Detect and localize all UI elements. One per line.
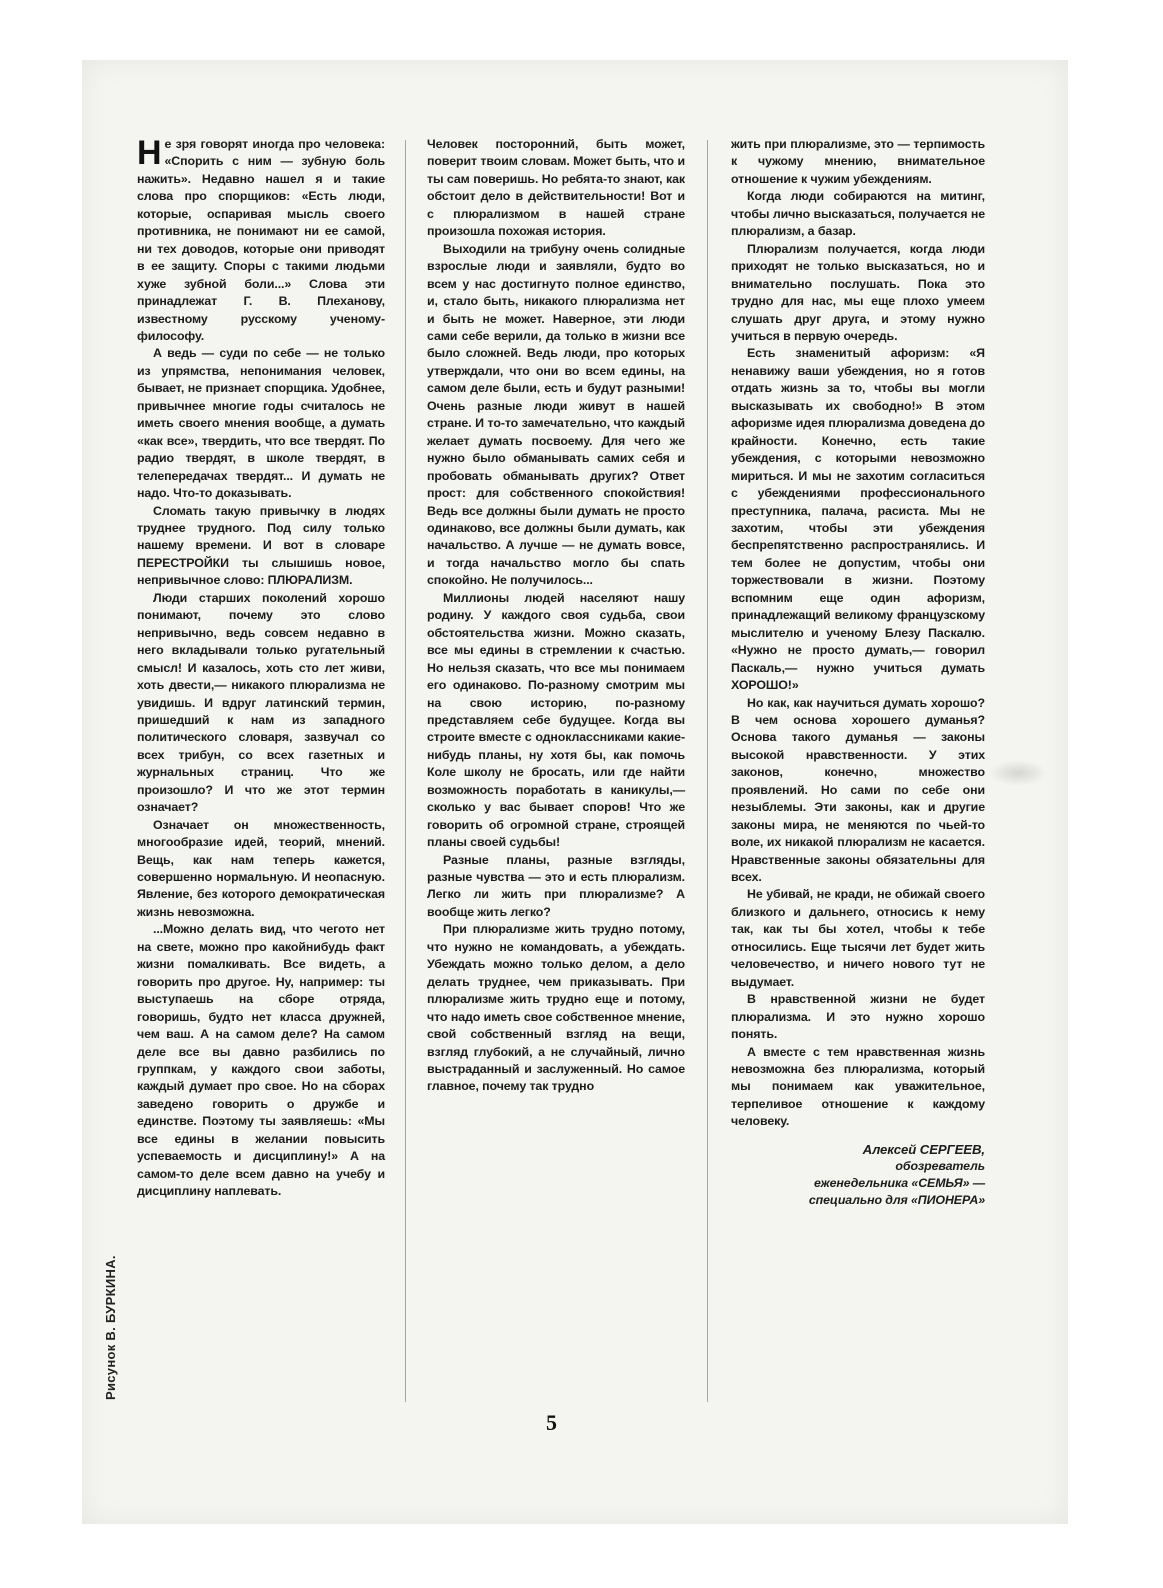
author-publication: еженедельника «СЕМЬЯ» — <box>813 1175 985 1190</box>
paper-crease <box>988 760 1048 786</box>
column-rule-left <box>405 140 406 1402</box>
paragraph: Разные планы, разные взгляды, разные чувства — это и есть плюрализм. Легко ли жить при плюрализме? А вообще жить легко? <box>427 852 685 919</box>
paragraph: Не убивай, не кради, не обижай своего близкого и дальнего, относись к нему так, как ты бы хотел, чтобы к тебе относились. Еще тысячи лет будет жить человечество, и ничего нового тут не выдумает. <box>731 887 985 989</box>
paragraph: Человек посторонний, быть может, поверит твоим словам. Может быть, что и ты сам поверишь. Но ребята-то знают, как обстоит дело в действительности! Вот и с плюрализмом в нашей стране произошла похожая история. <box>427 137 685 239</box>
drop-cap: Н <box>137 134 162 172</box>
illustration-credit: Рисунок В. БУРКИНА. <box>103 1255 118 1400</box>
paragraph: Но как, как научиться думать хорошо? В чем основа хорошего думанья? Основа такого думанья — законы высокой нравственности. У этих законов, конечно, множество проявлений. Но сами по себе они незыблемы. Эти законы, как и другие законы мира, не меняются по чьей-то воле, их никакой плюрализм не касается. Нравственные законы обязательны для всех. <box>731 695 985 885</box>
paragraph: Выходили на трибуну очень солидные взрослые люди и заявляли, будто во всем у нас достигнуто полное единство, и, стало быть, никакого плюрализма нет и быть не может. Наверное, эти люди сами себе верили, да только в жизни все было сложней. Ведь люди, про которых утверждали, что они во всем едины, на самом деле были, есть и будут разными! Очень разные люди живут в нашей стране. И то-то замечательно, что каждый желает думать посвоему. Для чего же нужно было обманывать самих себя и пробовать обманывать других? Ответ прост: для собственного спокойствия! Ведь все должны были думать не просто одинаково, все должны были думать, как начальство. А лучше — не думать вовсе, и тогда начальство могло бы спать спокойно. Не получилось... <box>427 241 685 588</box>
article-column-1 <box>137 136 385 1201</box>
author-note: специально для «ПИОНЕРА» <box>808 1192 985 1207</box>
paragraph: Плюрализм получается, когда люди приходят не только высказаться, но и внимательно послушать. Пока это трудно для нас, мы еще плохо умеем слушать друг друга, и этому нужно учиться в первую очередь. <box>731 241 985 343</box>
paragraph: Миллионы людей населяют нашу родину. У каждого своя судьба, свои обстоятельства жизни. Можно сказать, все мы едины в стремлении к счастью. Но нельзя сказать, что все мы понимаем его одинаково. По-разному смотрим мы на свою историю, по-разному представляем себе будущее. Когда вы строите вместе с одноклассниками какие-нибудь планы, ну хотя бы, как помочь Коле школу не бросать, или где найти возможность поработать в каникулы,— сколько у вас бывает споров! Что же говорить об огромной стране, строящей планы своей судьбы! <box>427 590 685 850</box>
author-signature <box>731 1141 985 1209</box>
paragraph: Когда люди собираются на митинг, чтобы лично высказаться, получается не плюрализм, а базар. <box>731 189 985 239</box>
author-role: обозреватель <box>895 1158 985 1173</box>
paragraph: При плюрализме жить трудно потому, что нужно не командовать, а убеждать. Убеждать можно только делом, а дело делать труднее, чем приказывать. При плюрализме жить трудно еще и потому, что надо иметь свое собственное мнение, свой собственный взгляд на вещи, взгляд глубокий, а не случайный, лично выстраданный и заслуженный. Но самое главное, почему так трудно <box>427 922 685 1094</box>
paragraph: ...Можно делать вид, что чегото нет на свете, можно про какойнибудь факт жизни помалкивать. Все видеть, а говорить про другое. Ну, например: ты выступаешь на сборе отряда, говоришь, будто нет класса дружней, чем ваш. А на самом деле? На самом деле все вы давно разбились по группкам, у каждого свои заботы, каждый думает про свое. Но на сборах заведено говорить о дружбе и единстве. Поэтому ты заявляешь: «Мы все едины в желании повысить успеваемость и дисциплину!» А на самом-то деле всем давно на учебу и дисциплину наплевать. <box>137 922 385 1199</box>
paragraph: В нравственной жизни не будет плюрализма. И это нужно хорошо понять. <box>731 992 985 1042</box>
paragraph: Сломать такую привычку в людях труднее трудного. Под силу только нашему времени. И вот в словаре ПЕРЕСТРОЙКИ ты слышишь новое, непривычное слово: ПЛЮРАЛИЗМ. <box>137 503 385 588</box>
paragraph: Люди старших поколений хорошо понимают, почему это слово непривычно, ведь совсем недавно в него вкладывали только ругательный смысл! И казалось, хоть сто лет живи, хоть двести,— никакого плюрализма не увидишь. И вдруг латинский термин, пришедший к нам из западного политического словаря, зазвучал со всех трибун, со всех газетных и журнальных страниц. Что же произошло? И что же этот термин означает? <box>137 590 385 815</box>
author-name: Алексей СЕРГЕЕВ, <box>862 1141 985 1157</box>
paragraph: А ведь — суди по себе — не только из упрямства, непонимания человек, бывает, не признает спорщика. Удобнее, привычнее многие годы считалось не иметь своего мнения вообще, а думать «как все», твердить, что все твердят. По радио твердят, в школе твердят, в телепередачах твердят... И думать не надо. Что-то доказывать. <box>137 346 385 501</box>
paragraph: Есть знаменитый афоризм: «Я ненавижу ваши убеждения, но я готов отдать жизнь за то, чтобы вы могли высказывать их свободно!» В этом афоризме идея плюрализма доведена до крайности. Конечно, есть такие убеждения, с которыми невозможно мириться. И мы не захотим согласиться с убеждениями профессионального преступника, палача, расиста. Мы не захотим, чтобы эти убеждения беспрепятственно распространялись. И тем более не допустим, чтобы они торжествовали в жизни. Поэтому вспомним еще один афоризм, принадлежащий великому французскому мыслителю и ученому Блезу Паскалю. «Нужно не просто думать,— говорил Паскаль,— нужно учиться думать ХОРОШО!» <box>731 346 985 693</box>
paragraph: Не зря говорят иногда про человека: «Спорить с ним — зубную боль нажить». Недавно нашел я и такие слова про спорщиков: «Есть люди, которые, оспаривая мысль своего противника, не понимают ни ее самой, ни тех доводов, которые они приводят в ее защиту. Споры с такими людьми хуже зубной боли...» Слова эти принадлежат Г. В. Плеханову, известному русскому ученому-философу. <box>137 134 385 343</box>
paragraph: Означает он множественность, многообразие идей, теорий, мнений. Вещь, как нам теперь кажется, совершенно нормальную. И неопасную. Явление, без которого демократическая жизнь невозможна. <box>137 817 385 919</box>
article-column-3 <box>731 136 985 1209</box>
column-rule-right <box>707 140 708 1402</box>
page-number: 5 <box>546 1410 557 1435</box>
article-column-2 <box>427 136 685 1096</box>
paragraph: А вместе с тем нравственная жизнь невозможна без плюрализма, который мы понимаем как уважительное, терпеливое отношение к каждому человеку. <box>731 1044 985 1129</box>
paragraph: жить при плюрализме, это — терпимость к чужому мнению, внимательное отношение к чужим убеждениям. <box>731 137 985 186</box>
